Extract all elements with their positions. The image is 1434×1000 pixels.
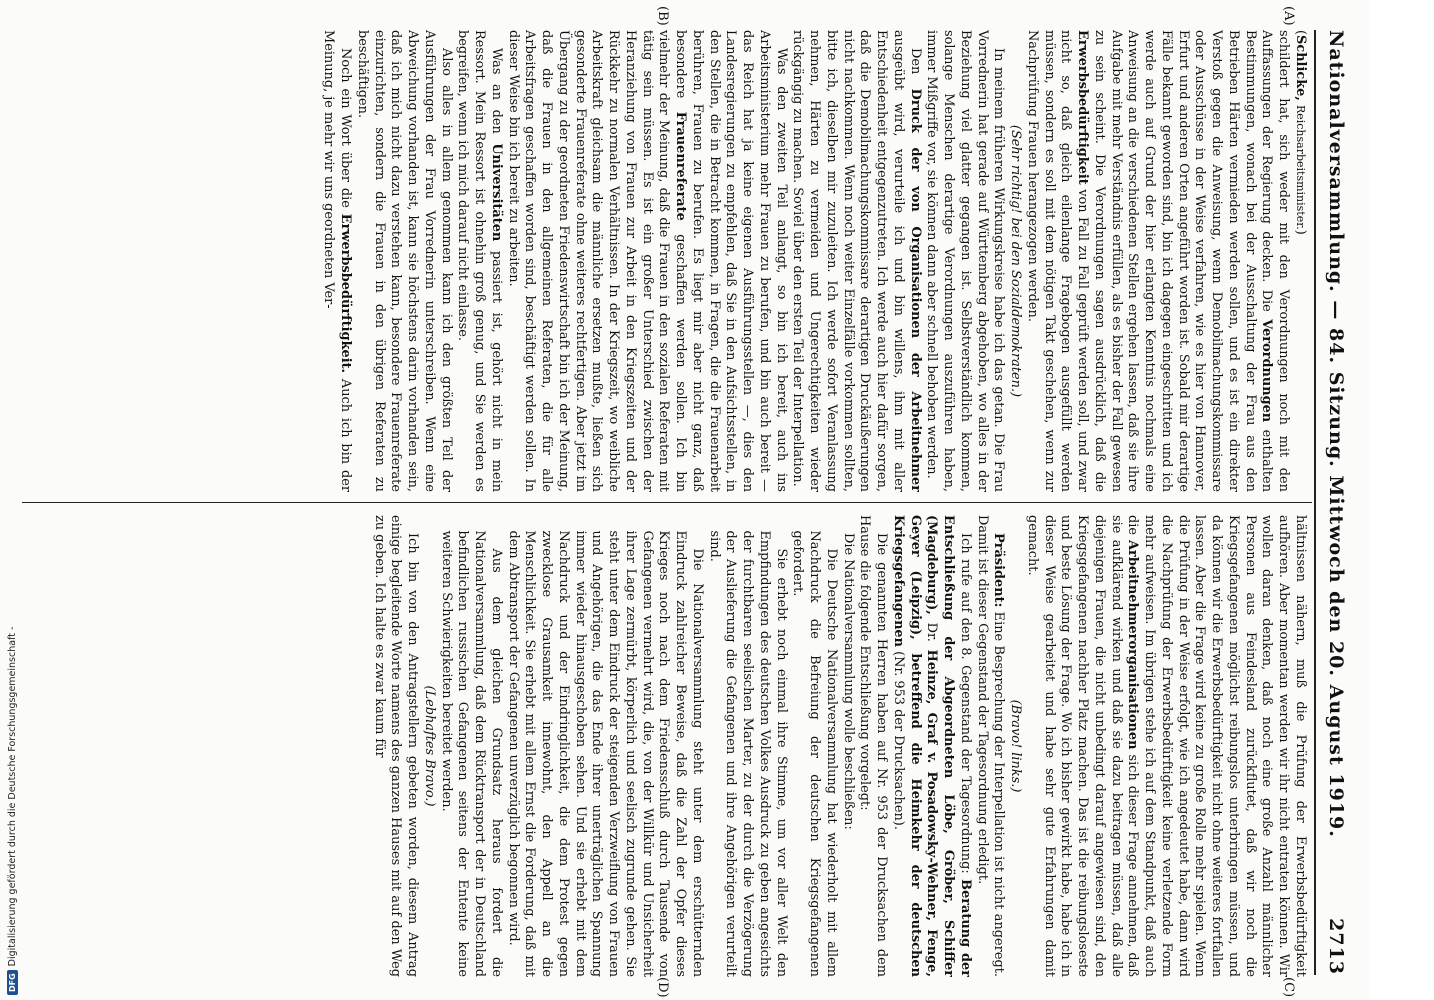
- paragraph: Ich bin von den Antragstellern gebeten worden, diesem Antrag einige begleitende Worte namens des ganzen Hauses mit auf den Weg zu geben. Ich halte es zwar kaum für: [371, 515, 421, 977]
- margin-mark-d: (D): [655, 977, 670, 998]
- interjection: (Bravo! links.): [1008, 699, 1024, 793]
- margin-mark-a: (A): [1281, 6, 1296, 26]
- speaker-role: Reichsarbeitsminister.: [1294, 104, 1307, 230]
- column-divider: [22, 502, 1312, 503]
- right-column: [28, 515, 1308, 977]
- resolution-paragraph: Die Nationalversammlung steht unter dem erschütternden Eindruck zahlreicher Beweise, daß die Zahl der Opfer dieses Krieges noch nach dem Friedensschluß durch Tausende von Gefangenen vermehrt wird, die, von der Willkür und Unsicherheit ihrer Lage zermürbt, körperlich und seelisch zugrunde gehen. Sie steht unter dem Eindruck der steigenden Verzweiflung von Frauen und Angehörigen, die das Ende ihrer unerträglichen Spannung immer wieder hinausgeschoben sehen. Und sie erhebt mit dem Nachdruck und der Eindringlichkeit, die dem Protest gegen zwecklose Grausamkeit innewohnt, den Appell an die Menschlichkeit. Sie erhebt mit allem Ernst die Forderung, daß mit dem Abtransport der Gefangenen unverzüglich begonnen wird.: [505, 530, 705, 977]
- resolution-paragraph: Aus dem gleichen Grundsatz heraus fordert die Nationalversammlung, daß dem Rücktransport der in Deutschland befindlichen russischen Gefangenen seitens der Entente keine weiteren Schwierigkeiten bereitet werden.: [438, 530, 504, 977]
- paragraph: hältnissen nähern, muß die Prüfung der Erwerbsbedürftigkeit aufhören. Aber momentan werden wir ihr nicht entraten können. Wir wollen daran denken, daß noch eine große Anzahl männlicher Personen aus Feindesland zurückflutet, daß wir noch die Kriegsgefangenen möglichst reibungslos unterbringen müssen, und da können wir die Erwerbsbedürftigkeit nicht ohne weiteres fortfallen lassen. Aber die Frage wird keine zu große Rolle mehr spielen. Wenn die Prüfung in der Weise erfolgt, wie ich angedeutet habe, dann wird die Nachprüfung der Erwerbsbedürftigkeit keine verletzende Form mehr aufweisen. Im übrigen stehe ich auf dem Standpunkt, daß auch die Arbeitnehmerorganisationen sich dieser Frage annehmen, daß sie aufklärend wirken und daß sie dazu beitragen müssen, daß alle diejenigen Frauen, die nicht unbedingt darauf angewiesen sind, den Kriegsgefangenen nachher Platz machen. Das ist die reibungsloseste und beste Lösung der Frage. Wo ich bisher gewirkt habe, habe ich in dieser Weise gearbeitet und habe sehr gute Erfahrungen damit gemacht.: [1025, 515, 1308, 977]
- left-column: [28, 30, 1308, 492]
- paragraph: Den Druck der von Organisationen der Arbeitnehmer ausgeübt wird, verurteile ich und bin willens, ihm mit aller Entschiedenheit entgegenzutreten. Ich werde auch hier dafür sorgen, daß die Demobilmachungskommissare derartigen Druckäußerungen nicht nachkommen. Wenn noch weiter Einzelfälle vorkommen sollten, bitte ich, dieselben mir zuzuleiten. Ich werde sofort Veranlassung nehmen, Härten zu vermeiden und Ungerechtigkeiten wieder rückgängig zu machen. Soviel über den ersten Teil der Interpellation.: [790, 30, 923, 492]
- credit-text: Digitalisierung gefördert durch die Deutsche Forschungsgemeinschaft -: [6, 626, 18, 967]
- paragraph: schildert hat, sich weder mit den Verordnungen noch mit den Auffassungen der Regierung decken. Die Verordnungen enthalten Bestimmungen, wonach bei der Ausschaltung der Frau aus den Betrieben Härten vermieden werden sollen, und es ist ein direkter Verstoß gegen die Anweisung, wenn Demobilmachungskommissare oder Ausschüsse in der Weise verfahren, wie es hier von Hannover, Erfurt und anderen Orten angeführt worden ist. Sobald mir derartige Fälle bekannt geworden sind, bin ich dagegen eingeschritten und ich werde auch auf Grund der hier erlangten Kenntnis nochmals eine Anweisung an die verschiedenen Stellen ergehen lassen, daß sie ihre Aufgabe mit mehr Verständnis erfüllen, als es bisher der Fall gewesen zu sein scheint. Die Verordnungen sagen ausdrücklich, daß die Erwerbsbedürftigkeit von Fall zu Fall geprüft werden soll, und zwar nicht so, daß gleich eilenlange Fragebogen ausgefüllt werden müssen, sondern es soll mit dem nötigen Takt geschehen, wenn zur Nachprüfung Frauen herangezogen werden.: [1025, 30, 1292, 492]
- page-number: 2713: [1325, 918, 1347, 975]
- resolution-paragraph: Sie erhebt noch einmal ihre Stimme, um vor aller Welt den Empfindungen des deutschen Volkes Ausdruck zu geben angesichts der furchtbaren seelischen Marter, zu der durch die Verzögerung der Auslieferung die Gefangenen und ihre Angehörigen verurteilt sind.: [706, 530, 789, 977]
- resolution-paragraph: Die Deutsche Nationalversammlung hat wiederholt mit allem Nachdruck die Befreiung der deutschen Kriegsgefangenen gefordert.: [790, 530, 839, 977]
- interjection: (Sehr richtig! bei den Sozialdemokraten.): [1008, 124, 1024, 398]
- paragraph: Ich rufe auf den 8. Gegenstand der Tagesordnung: Beratung der Entschließung der Abgeordneten Löbe, Gröber, Schiffer (Magdeburg), Dr. Heinze, Graf v. Posadowsky-Wehner, Fenge, Geyer (Leipzig), betreffend die Heimkehr der deutschen Kriegsgefangenen (Nr. 953 der Drucksachen).: [891, 515, 973, 977]
- paragraph: Was den zweiten Teil anlangt, so bin ich bereit, auch ins Arbeitsministerium mehr Frauen zu berufen, und bin auch bereit — das Reich hat ja keine eigenen Ausführungsstellen —, dies den Landesregierungen zu empfehlen, daß Sie in den Aufsichtsstellen, in den Stellen, die in Betracht kommen, in Fragen, die die Frauenarbeit berühren, Frauen zu berufen. Es liegt mir aber nicht ganz, daß besondere Frauenreferate geschaffen werden sollen. Ich bin vielmehr der Meinung, daß die Frauen in den sozialen Referaten mit tätig sein müssen. Es ist ein großer Unterschied zwischen der Heranziehung von Frauen zur Arbeit in den Kriegszeiten und der Rückkehr zu normalen Verhältnissen. In der Kriegszeit, wo weibliche Arbeitskraft gleichsam die männliche ersetzen mußte, ließen sich gesonderte Frauenreferate ohne weiteres rechtfertigen. Aber jetzt im Übergang zu der geordneten Friedenswirtschaft bin ich der Meinung, daß die Frauen in den allgemeinen Referaten, die für alle Arbeitsfragen geschaffen worden sind, beschäftigt werden sollen. In dieser Weise bin ich bereit zu arbeiten.: [505, 30, 789, 492]
- paragraph: Noch ein Wort über die Erwerbsbedürftigkeit. Auch ich bin der Meinung, je mehr wir uns geordneten Ver-: [321, 30, 354, 492]
- paragraph: In meinem früheren Wirkungskreise habe ich das getan. Die Frau Vorrednerin hat gerade auf Württemberg abgehoben, wo alles in der Beziehung viel glatter gegangen ist. Selbstverständlich kommen, solange Menschen derartige Verordnungen auszuführen haben, immer Mißgriffe vor, sie können dann aber schnell behoben werden.: [924, 30, 1007, 492]
- paragraph: Die Nationalversammlung wolle beschließen:: [840, 533, 856, 830]
- page-header-title: Nationalversammlung. — 84. Sitzung. Mittwoch den 20. August 1919.: [1325, 30, 1347, 838]
- speaker-name: Schlicke,: [1293, 35, 1308, 101]
- paragraph: Also alles in allem genommen kann ich den größten Teil der Ausführungen der Frau Vorrednerin unterschreiben. Wenn eine Abweichung vorhanden ist, kann sie höchstens darin vorhanden sein, daß ich mich nicht dazu verstehen kann, besondere Frauenreferate einzurichten, sondern die Frauen in den übrigen Referaten zu beschäftigen.: [355, 30, 454, 492]
- speaker-line: (Schlicke, Reichsarbeitsminister.): [1293, 30, 1308, 235]
- paragraph: Was an den Universitäten passiert ist, gehört nicht in mein Ressort. Mein Ressort ist ohnehin groß genug, und Sie werden es begreifen, wenn ich mich darauf nicht einlasse.: [455, 30, 504, 492]
- margin-mark-b: (B): [655, 6, 670, 26]
- interjection: (Lebhaftes Bravo.): [422, 685, 437, 807]
- digitization-credit: [2, 0, 22, 995]
- dfg-logo-icon: DFG: [7, 970, 18, 995]
- page-header: [1314, 30, 1356, 975]
- paragraph: Präsident: Eine Besprechung der Interpellation ist nicht angeregt. Damit ist dieser Gegenstand der Tagesordnung erledigt.: [974, 515, 1007, 977]
- president-label: Präsident:: [991, 533, 1007, 608]
- margin-mark-c: (C): [1281, 977, 1296, 998]
- paragraph: Die genannten Herren haben auf Nr. 953 der Drucksachen dem Hause die folgende Entschließung vorgelegt:: [857, 515, 890, 977]
